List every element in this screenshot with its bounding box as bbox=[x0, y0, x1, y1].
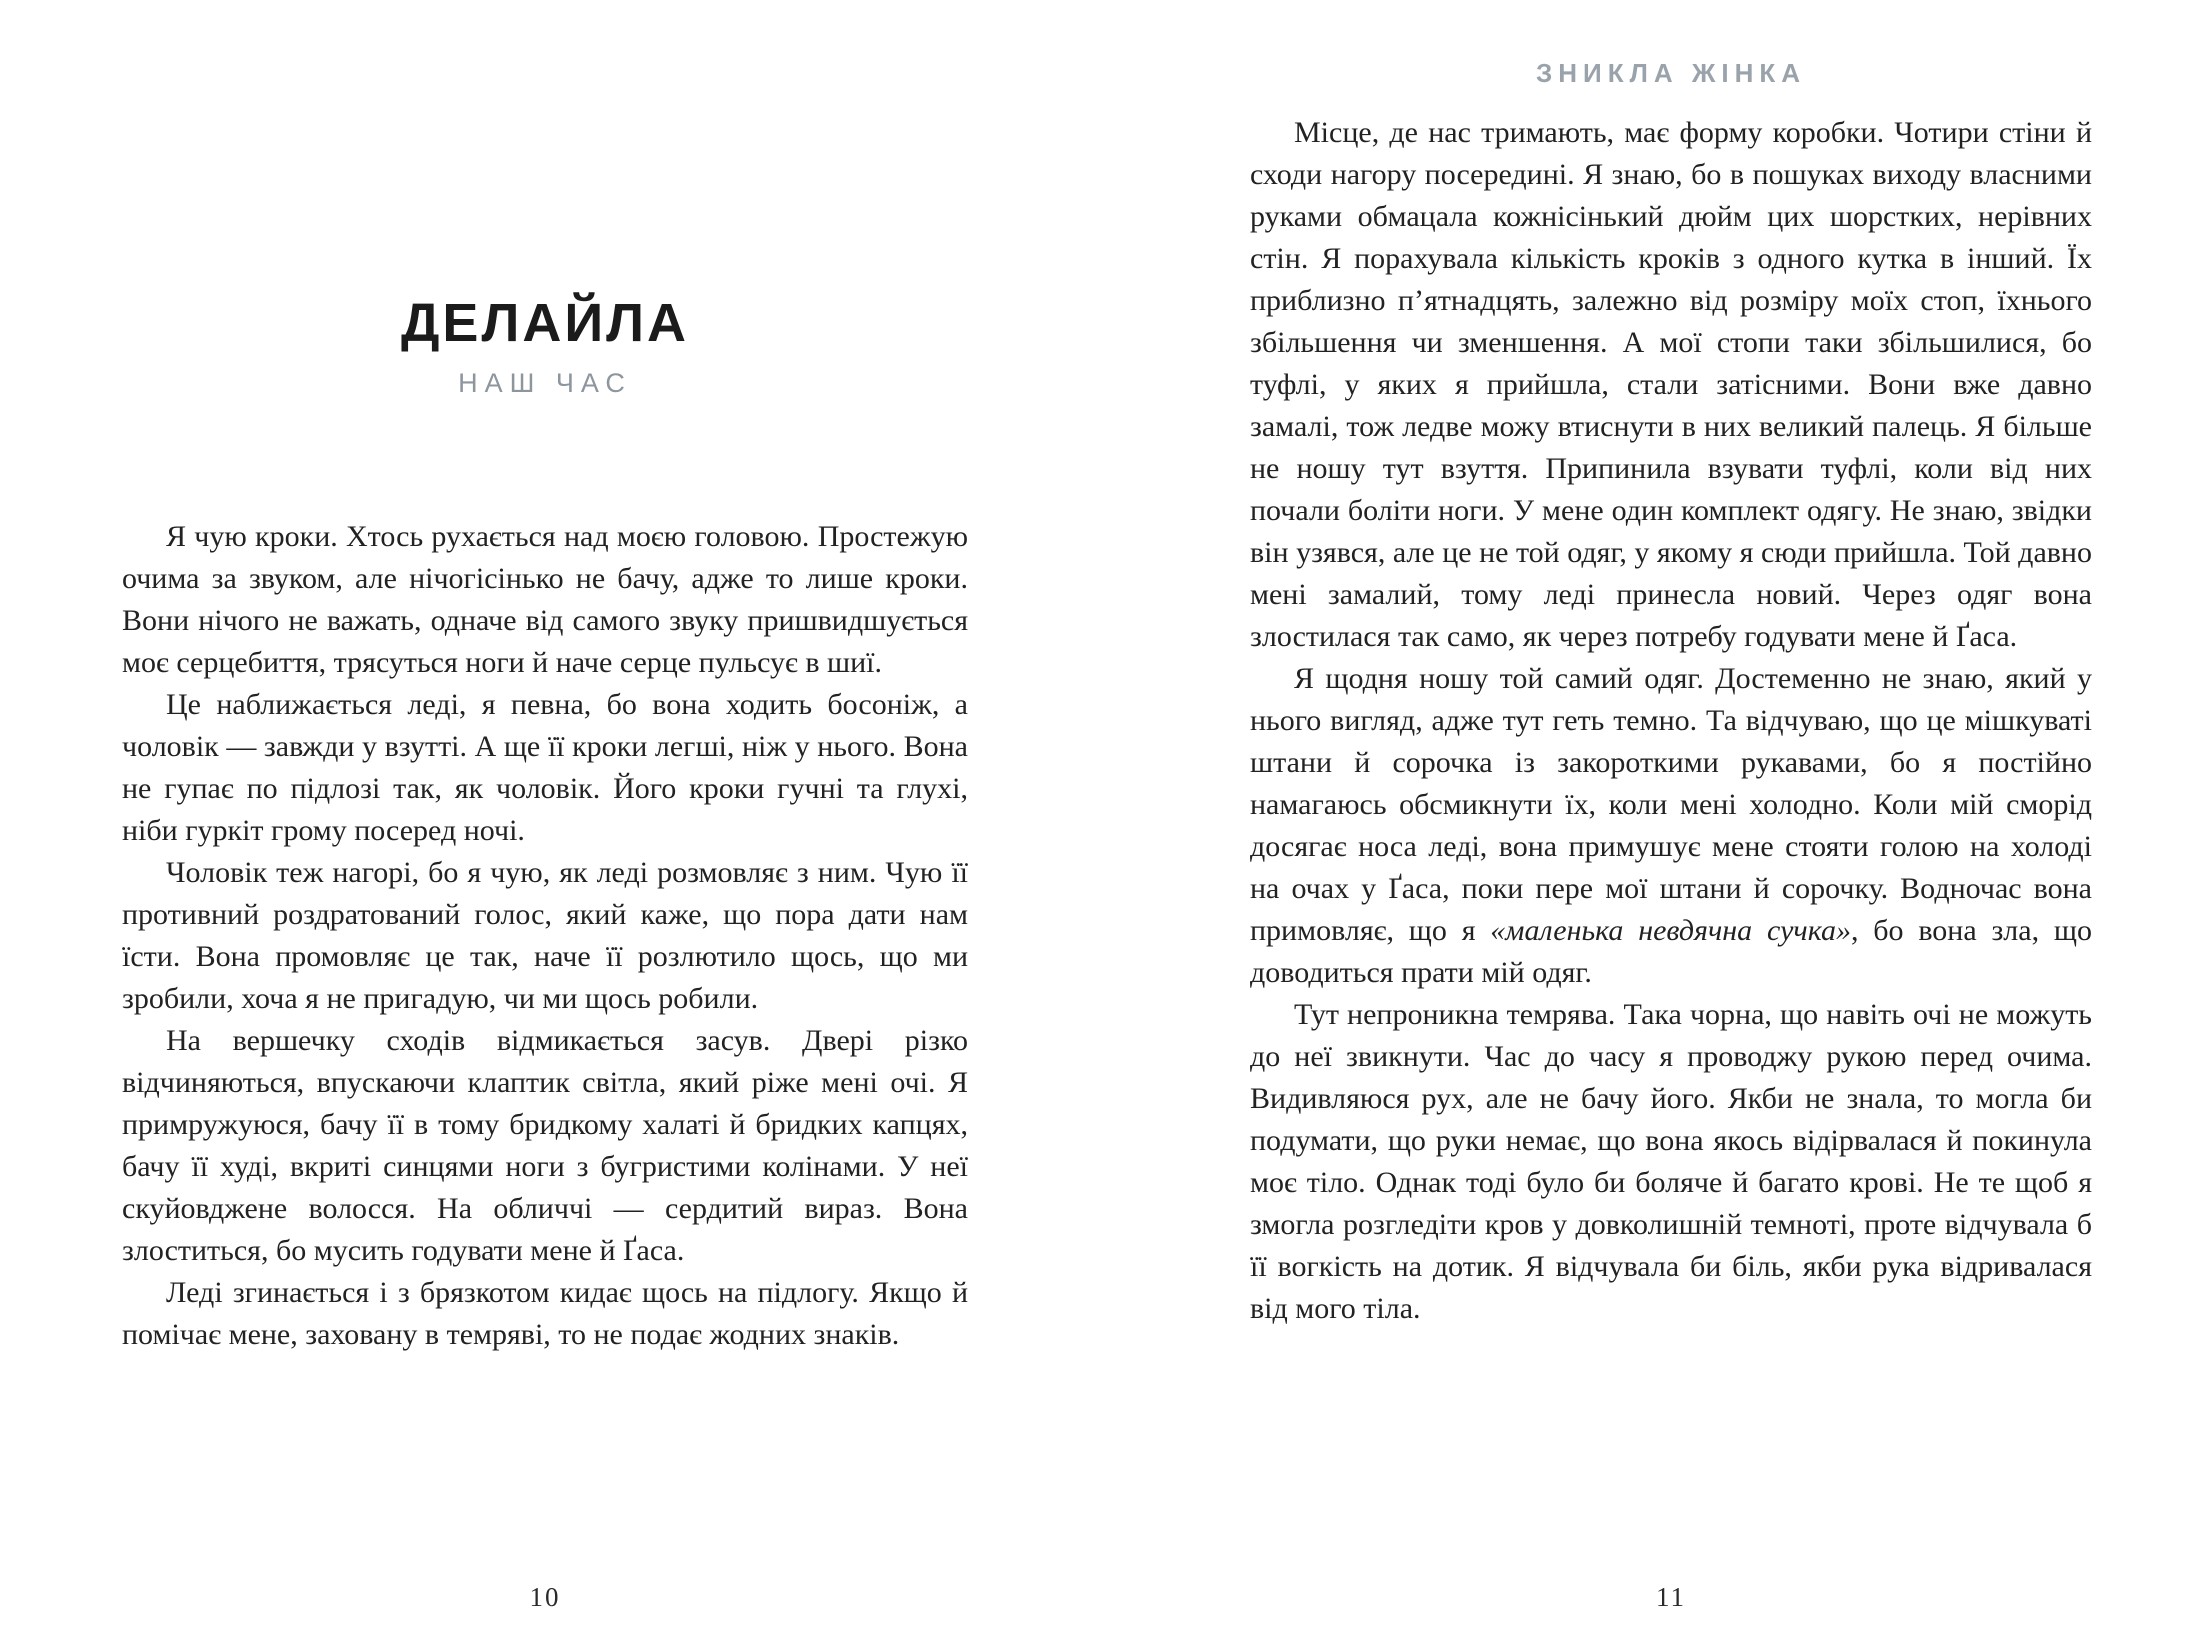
right-page-text bbox=[1250, 112, 2092, 1330]
body-text-segment: Це наближається леді, я певна, бо вона ходить босоніж, а чоловік — завжди у взутті. А ще її кроки легші, ніж у нього. Вона не гупає по підлозі так, як чоловік. Його кроки гучні та глухі, ніби гуркіт грому посеред ночі. bbox=[122, 688, 968, 847]
paragraph bbox=[122, 852, 968, 1020]
paragraph bbox=[1250, 994, 2092, 1330]
right-page bbox=[1250, 0, 2092, 1650]
body-text-segment: На вершечку сходів відмикається засув. Двері різко відчиняються, впускаючи клаптик світла, який ріже мені очі. Я примружуюся, бачу її в тому бридкому халаті й бридких капцях, бачу її худі, вкриті синцями ноги з бугристими колінами. У неї скуйовджене волосся. На обличчі — сердитий вираз. Вона злоститься, бо мусить годувати мене й Ґаса. bbox=[122, 1024, 968, 1267]
left-page-text bbox=[122, 516, 968, 1356]
page-number-left: 10 bbox=[529, 1582, 561, 1612]
paragraph bbox=[122, 1272, 968, 1356]
running-header: ЗНИКЛА ЖІНКА bbox=[1535, 58, 1806, 88]
body-text-segment: Я щодня ношу той самий одяг. Достеменно не знаю, який у нього вигляд, адже тут геть темно. Та відчуваю, що це мішкуваті штани й сорочка із закороткими рукавами, бо я постійно намагаюсь обсмикнути їх, коли мені холодно. Коли мій сморід досягає носа леді, вона примушує мене стояти голою на холоді на очах у Ґаса, поки пере мої штани й сорочку. Водночас вона примовляє, що я bbox=[1250, 662, 2092, 947]
body-text-segment: Я чую кроки. Хтось рухається над моєю головою. Простежую очима за звуком, але нічогісінько не бачу, адже то лише кроки. Вони нічого не важать, одначе від самого звуку пришвидшується моє серцебиття, трясуться ноги й наче серце пульсує в шиї. bbox=[122, 520, 968, 679]
body-text-segment: Місце, де нас тримають, має форму коробки. Чотири стіни й сходи нагору посередині. Я знаю, бо в пошуках виходу власними руками обмацала кожнісінький дюйм цих шорстких, нерівних стін. Я порахувала кількість кроків з одного кутка в інший. Їх приблизно п’ятнадцять, залежно від розміру моїх стоп, їхнього збільшення чи зменшення. А мої стопи таки збільшилися, бо туфлі, у яких я прийшла, стали затісними. Вони вже давно замалі, тож ледве можу втиснути в них великий палець. Я більше не ношу тут взуття. Припинила взувати туфлі, коли від них почали боліти ноги. У мене один комплект одягу. Не знаю, звідки він узявся, але це не той одяг, у якому я сюди прийшла. Той давно мені замалий, тому леді принесла новий. Через одяг вона злостилася так само, як через потребу годувати мене й Ґаса. bbox=[1250, 116, 2092, 653]
paragraph bbox=[1250, 658, 2092, 994]
chapter-title: ДЕЛАЙЛА bbox=[400, 293, 690, 353]
body-text-segment: Чоловік теж нагорі, бо я чую, як леді розмовляє з ним. Чую її противний роздратований голос, який каже, що пора дати нам їсти. Вона промовляє це так, наче її розлютило щось, що ми зробили, хоча я не пригадую, чи ми щось робили. bbox=[122, 856, 968, 1015]
page-number-right: 11 bbox=[1656, 1582, 1686, 1612]
body-text-segment: , бо вона зла, що доводиться прати мій одяг. bbox=[1250, 914, 2092, 989]
paragraph bbox=[1250, 112, 2092, 658]
left-page bbox=[122, 0, 968, 1650]
paragraph bbox=[122, 684, 968, 852]
body-text-segment: Леді згинається і з брязкотом кидає щось на підлогу. Якщо й помічає мене, заховану в темряві, то не подає жодних знаків. bbox=[122, 1276, 968, 1351]
body-text-segment: Тут непроникна темрява. Така чорна, що навіть очі не можуть до неї звикнути. Час до часу я проводжу рукою перед очима. Видивляюся рух, але не бачу його. Якби не знала, то могла би подумати, що руки немає, що вона якось відірвалася й покинула моє тіло. Однак тоді було би боляче й багато крові. Не те щоб я змогла розгледіти кров у довколишній темноті, проте відчувала б її вогкість на дотик. Я відчувала би біль, якби рука відривалася від мого тіла. bbox=[1250, 998, 2092, 1325]
paragraph bbox=[122, 516, 968, 684]
chapter-subtitle: НАШ ЧАС bbox=[458, 368, 632, 398]
paragraph bbox=[122, 1020, 968, 1272]
italic-quote-text: «маленька невдячна сучка» bbox=[1490, 914, 1851, 947]
